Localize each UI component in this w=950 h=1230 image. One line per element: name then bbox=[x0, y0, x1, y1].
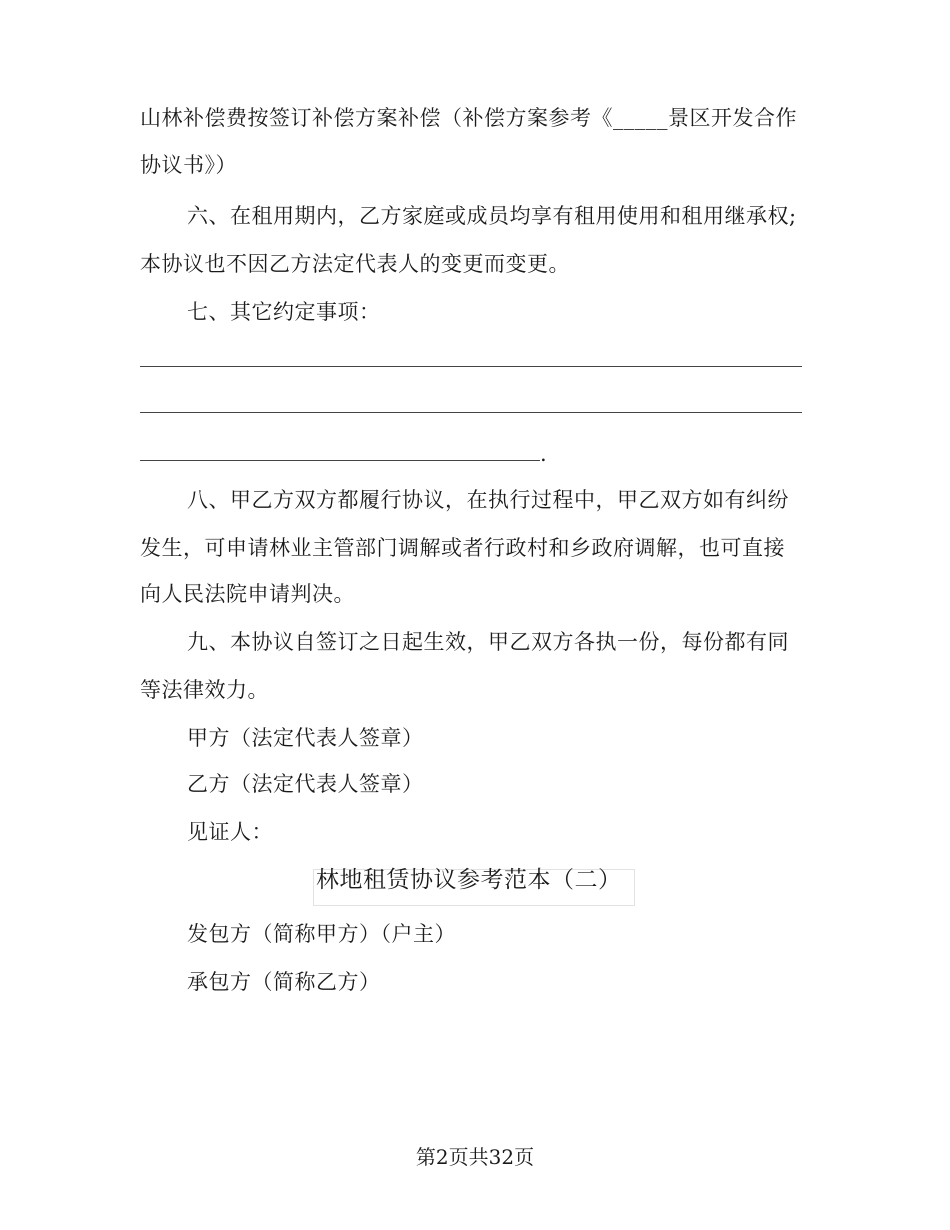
witness-label: 见证人： bbox=[187, 820, 273, 844]
blank-fill-line bbox=[140, 460, 540, 461]
party-a-signature: 甲方（法定代表人签章） bbox=[187, 726, 424, 750]
contractor-line: 承包方（简称乙方） bbox=[187, 970, 381, 994]
clause-eight-line: 八、甲乙方双方都履行协议，在执行过程中，甲乙双方如有纠纷 bbox=[187, 488, 789, 512]
page-number: 第2页共32页 bbox=[415, 1145, 535, 1169]
clause-seven-heading: 七、其它约定事项： bbox=[187, 300, 381, 324]
paragraph-line: 协议书》） bbox=[140, 153, 237, 177]
clause-nine-line: 九、本协议自签订之日起生效，甲乙双方各执一份，每份都有同 bbox=[187, 630, 789, 654]
contract-issuer-line: 发包方（简称甲方）（户主） bbox=[187, 922, 456, 946]
party-b-signature: 乙方（法定代表人签章） bbox=[187, 772, 424, 796]
paragraph-line: 山林补偿费按签订补偿方案补偿（补偿方案参考《_____景区开发合作 bbox=[140, 106, 797, 130]
section-title: 林地租赁协议参考范本（二） bbox=[316, 867, 622, 893]
blank-fill-line bbox=[140, 412, 802, 413]
blank-end-mark: . bbox=[540, 442, 547, 466]
paragraph-line: 本协议也不因乙方法定代表人的变更而变更。 bbox=[140, 252, 570, 276]
clause-six-line: 六、在租用期内，乙方家庭或成员均享有租用使用和租用继承权; bbox=[187, 204, 797, 228]
paragraph-line: 向人民法院申请判决。 bbox=[140, 582, 355, 606]
paragraph-line: 发生，可申请林业主管部门调解或者行政村和乡政府调解，也可直接 bbox=[140, 536, 785, 560]
blank-fill-line bbox=[140, 366, 802, 367]
paragraph-line: 等法律效力。 bbox=[140, 678, 269, 702]
